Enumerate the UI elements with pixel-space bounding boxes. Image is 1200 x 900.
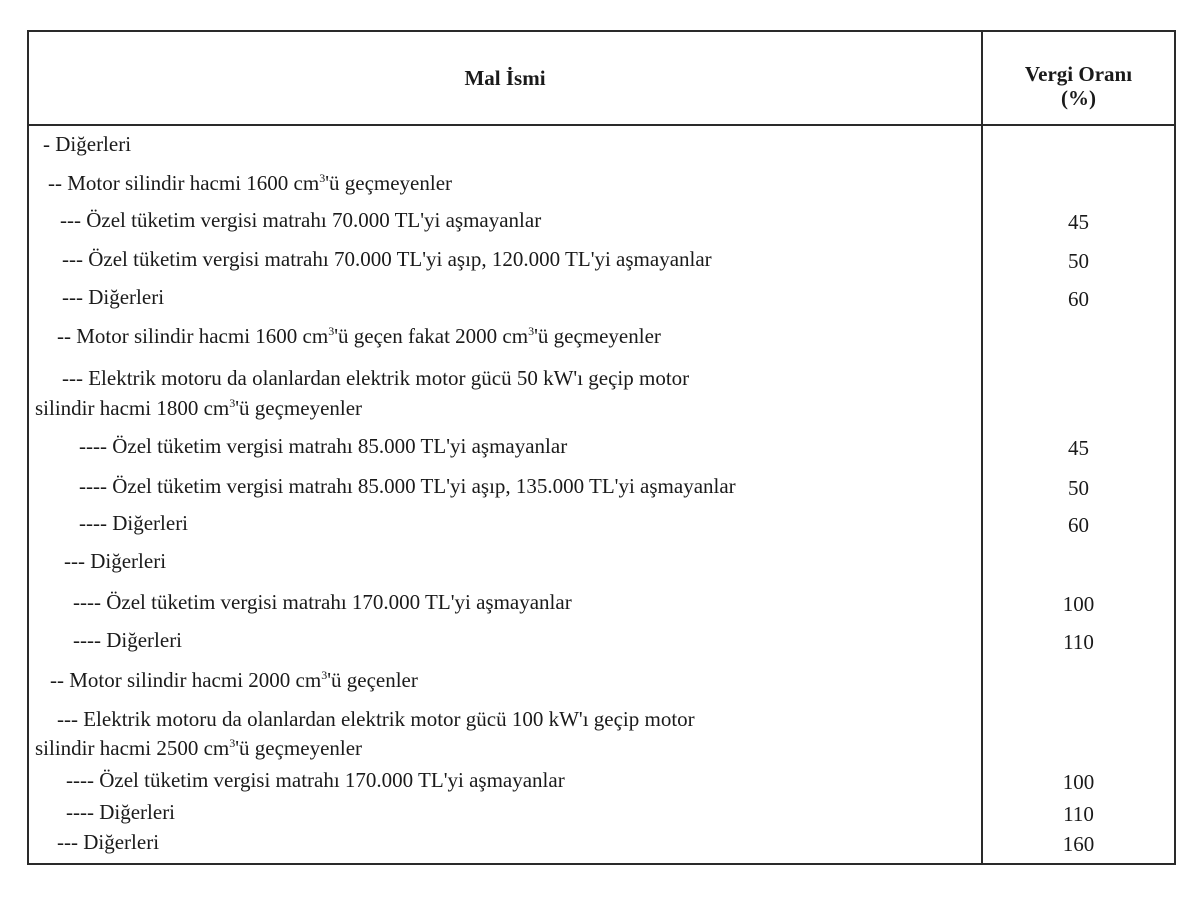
row-item-name: -- Motor silindir hacmi 2000 $cm^3'ü$ geçenler — [50, 668, 418, 692]
row-item-name: ---- Diğerleri — [79, 511, 189, 535]
row-tax-rate: 160 — [1062, 832, 1095, 856]
row-item-name: ---- Diğerleri — [73, 628, 183, 652]
row-item-name: - Diğerleri — [43, 132, 132, 156]
row-item-name: --- Elektrik motoru da olanlardan elektrik motor gücü 100 kW'ı geçip motor — [57, 707, 695, 731]
row-item-name: ---- Özel tüketim vergisi matrahı 170.000 TL'yi aşmayanlar — [73, 590, 572, 614]
header-item-name: Mal İsmi — [464, 65, 546, 90]
row-item-name: silindir hacmi 1800 $cm^3'ü$ geçmeyenler — [35, 396, 363, 420]
row-item-name: --- Diğerleri — [57, 830, 160, 854]
row-tax-rate: 45 — [1068, 436, 1089, 460]
row-item-name: --- Elektrik motoru da olanlardan elektrik motor gücü 50 kW'ı geçip motor — [62, 366, 690, 390]
row-item-name: ---- Özel tüketim vergisi matrahı 85.000 TL'yi aşmayanlar — [79, 434, 568, 458]
row-item-name: --- Özel tüketim vergisi matrahı 70.000 TL'yi aşmayanlar — [60, 208, 542, 232]
row-tax-rate: 60 — [1068, 513, 1089, 537]
row-tax-rate: 100 — [1062, 770, 1095, 794]
header-tax-rate — [983, 62, 1174, 110]
row-item-name: ---- Diğerleri — [66, 800, 176, 824]
row-item-name: --- Diğerleri — [62, 285, 165, 309]
row-tax-rate: 100 — [1062, 592, 1095, 616]
row-item-name: ---- Özel tüketim vergisi matrahı 85.000 TL'yi aşıp, 135.000 TL'yi aşmayanlar — [79, 474, 736, 498]
row-tax-rate: 110 — [1063, 802, 1094, 826]
row-tax-rate: 110 — [1063, 630, 1094, 654]
row-item-name: -- Motor silindir hacmi 1600 $cm^3'ü$ geçen fakat 2000 $cm^3'ü$ geçmeyenler — [57, 324, 661, 348]
header-tax-rate-label: Vergi Oranı — [1024, 62, 1133, 86]
row-item-name: ---- Özel tüketim vergisi matrahı 170.000 TL'yi aşmayanlar — [66, 768, 565, 792]
row-item-name: --- Özel tüketim vergisi matrahı 70.000 TL'yi aşıp, 120.000 TL'yi aşmayanlar — [62, 247, 712, 271]
header-tax-rate-unit: (%) — [1061, 86, 1096, 110]
row-tax-rate: 50 — [1068, 476, 1089, 500]
row-tax-rate: 50 — [1068, 249, 1089, 273]
row-item-name: silindir hacmi 2500 $cm^3'ü$ geçmeyenler — [35, 736, 363, 760]
header-divider — [27, 124, 1176, 126]
row-tax-rate: 45 — [1068, 210, 1089, 234]
row-item-name: --- Diğerleri — [64, 549, 167, 573]
row-item-name: -- Motor silindir hacmi 1600 $cm^3'ü$ geçmeyenler — [48, 171, 453, 195]
row-tax-rate: 60 — [1068, 287, 1089, 311]
